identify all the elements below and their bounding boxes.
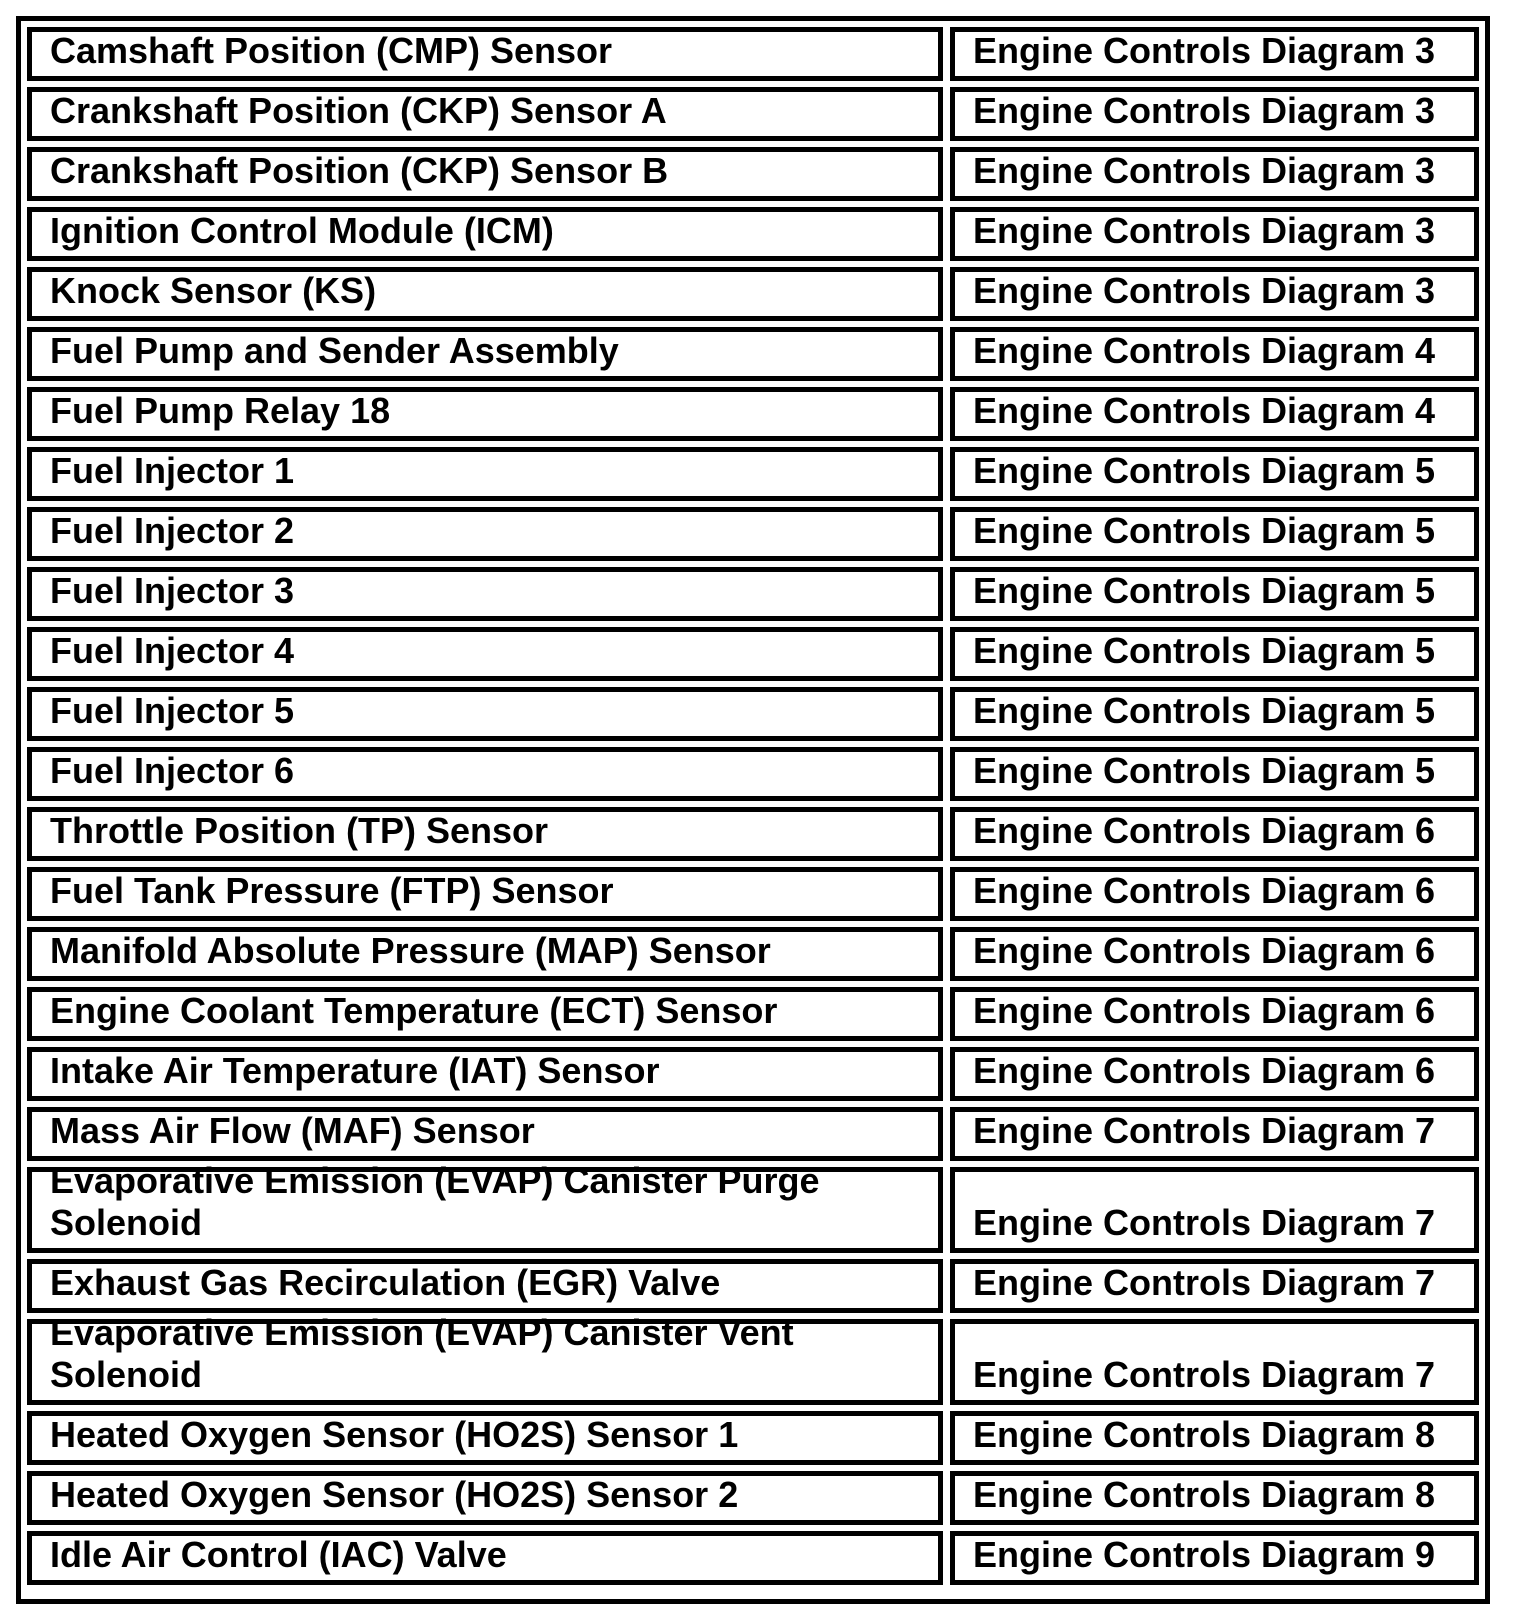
diagram-reference-cell: [950, 987, 1479, 1041]
diagram-reference-cell: [950, 1319, 1479, 1405]
component-name: Crankshaft Position (CKP) Sensor B: [50, 150, 669, 191]
diagram-reference: Engine Controls Diagram 4: [973, 330, 1436, 371]
diagram-reference: Engine Controls Diagram 8: [973, 1474, 1436, 1515]
table-row: [21, 621, 1485, 681]
diagram-reference-cell: [950, 1531, 1479, 1585]
diagram-reference-cell: [950, 207, 1479, 261]
component-name: Mass Air Flow (MAF) Sensor: [50, 1110, 535, 1151]
component-cell: [27, 687, 943, 741]
component-cell: [27, 267, 943, 321]
diagram-reference: Engine Controls Diagram 5: [973, 750, 1436, 791]
diagram-reference: Engine Controls Diagram 5: [973, 630, 1436, 671]
component-name: Evaporative Emission (EVAP) Canister Purge Solenoid: [50, 1160, 820, 1243]
diagram-reference-cell: [950, 87, 1479, 141]
component-cell: [27, 1312, 943, 1405]
component-cell: [27, 507, 943, 561]
table-row: [21, 681, 1485, 741]
component-cell: [27, 387, 943, 441]
diagram-reference-cell: [950, 927, 1479, 981]
table-row: [21, 1253, 1485, 1313]
diagram-reference: Engine Controls Diagram 5: [973, 510, 1436, 551]
table-row: [21, 261, 1485, 321]
diagram-reference-cell: [950, 387, 1479, 441]
component-cell: [27, 747, 943, 801]
component-cell: [27, 1047, 943, 1101]
table-row: [21, 81, 1485, 141]
diagram-reference: Engine Controls Diagram 6: [973, 990, 1436, 1031]
component-name: Camshaft Position (CMP) Sensor: [50, 30, 613, 71]
diagram-reference-cell: [950, 867, 1479, 921]
diagram-reference-cell: [950, 1471, 1479, 1525]
diagram-reference: Engine Controls Diagram 3: [973, 270, 1436, 311]
component-name: Heated Oxygen Sensor (HO2S) Sensor 2: [50, 1474, 739, 1515]
table-row: [21, 561, 1485, 621]
table-row: [21, 1313, 1485, 1405]
diagram-reference-cell: [950, 447, 1479, 501]
component-cell: [27, 327, 943, 381]
component-name: Throttle Position (TP) Sensor: [50, 810, 549, 851]
diagram-reference: Engine Controls Diagram 6: [973, 870, 1436, 911]
component-name: Fuel Injector 3: [50, 570, 295, 611]
component-cell: [27, 207, 943, 261]
component-name: Fuel Injector 6: [50, 750, 295, 791]
diagram-reference-cell: [950, 1167, 1479, 1253]
component-cell: [27, 987, 943, 1041]
component-cell: [27, 867, 943, 921]
component-name: Crankshaft Position (CKP) Sensor A: [50, 90, 667, 131]
diagram-reference-cell: [950, 507, 1479, 561]
component-table: [16, 16, 1490, 1604]
diagram-reference-cell: [950, 1259, 1479, 1313]
diagram-reference: Engine Controls Diagram 5: [973, 570, 1436, 611]
diagram-reference-cell: [950, 1047, 1479, 1101]
component-cell: [27, 1471, 943, 1525]
component-cell: [27, 447, 943, 501]
table-row: [21, 1525, 1485, 1585]
diagram-reference-cell: [950, 567, 1479, 621]
diagram-reference: Engine Controls Diagram 7: [973, 1354, 1436, 1395]
table-row: [21, 141, 1485, 201]
diagram-reference-cell: [950, 147, 1479, 201]
component-name: Heated Oxygen Sensor (HO2S) Sensor 1: [50, 1414, 739, 1455]
component-cell: [27, 1411, 943, 1465]
diagram-reference-cell: [950, 747, 1479, 801]
component-cell: [27, 27, 943, 81]
diagram-reference: Engine Controls Diagram 4: [973, 390, 1436, 431]
table-row: [21, 861, 1485, 921]
diagram-reference: Engine Controls Diagram 6: [973, 810, 1436, 851]
diagram-reference-cell: [950, 1411, 1479, 1465]
table-row: [21, 1101, 1485, 1161]
component-name: Fuel Injector 4: [50, 630, 295, 671]
component-name: Knock Sensor (KS): [50, 270, 377, 311]
component-cell: [27, 627, 943, 681]
table-row: [21, 1041, 1485, 1101]
component-cell: [27, 807, 943, 861]
component-cell: [27, 1107, 943, 1161]
table-row: [21, 1161, 1485, 1253]
component-cell: [27, 927, 943, 981]
table-row: [21, 21, 1485, 81]
diagram-reference-cell: [950, 807, 1479, 861]
diagram-reference-cell: [950, 27, 1479, 81]
diagram-reference: Engine Controls Diagram 8: [973, 1414, 1436, 1455]
component-name: Idle Air Control (IAC) Valve: [50, 1534, 507, 1575]
diagram-reference: Engine Controls Diagram 3: [973, 210, 1436, 251]
component-cell: [27, 1259, 943, 1313]
table-row: [21, 1405, 1485, 1465]
component-cell: [27, 1531, 943, 1585]
diagram-reference: Engine Controls Diagram 3: [973, 90, 1436, 131]
table-row: [21, 741, 1485, 801]
component-name: Manifold Absolute Pressure (MAP) Sensor: [50, 930, 771, 971]
table-row: [21, 381, 1485, 441]
diagram-reference: Engine Controls Diagram 7: [973, 1262, 1436, 1303]
component-name: Fuel Injector 2: [50, 510, 295, 551]
diagram-reference-cell: [950, 327, 1479, 381]
table-row: [21, 921, 1485, 981]
diagram-reference: Engine Controls Diagram 3: [973, 150, 1436, 191]
table-row: [21, 981, 1485, 1041]
component-cell: [27, 147, 943, 201]
table-row: [21, 801, 1485, 861]
component-name: Fuel Injector 5: [50, 690, 295, 731]
component-name: Fuel Injector 1: [50, 450, 295, 491]
diagram-reference: Engine Controls Diagram 5: [973, 450, 1436, 491]
table-row: [21, 441, 1485, 501]
diagram-reference: Engine Controls Diagram 7: [973, 1110, 1436, 1151]
diagram-reference-cell: [950, 687, 1479, 741]
component-name: Fuel Pump and Sender Assembly: [50, 330, 619, 371]
component-cell: [27, 1160, 943, 1253]
diagram-reference: Engine Controls Diagram 7: [973, 1202, 1436, 1243]
table-row: [21, 1465, 1485, 1525]
diagram-reference-cell: [950, 267, 1479, 321]
table-row: [21, 321, 1485, 381]
component-cell: [27, 87, 943, 141]
component-name: Fuel Tank Pressure (FTP) Sensor: [50, 870, 614, 911]
diagram-reference: Engine Controls Diagram 6: [973, 1050, 1436, 1091]
diagram-reference-cell: [950, 627, 1479, 681]
diagram-reference: Engine Controls Diagram 6: [973, 930, 1436, 971]
component-cell: [27, 567, 943, 621]
table-row: [21, 201, 1485, 261]
component-name: Engine Coolant Temperature (ECT) Sensor: [50, 990, 778, 1031]
component-name: Ignition Control Module (ICM): [50, 210, 554, 251]
table-row: [21, 501, 1485, 561]
component-name: Exhaust Gas Recirculation (EGR) Valve: [50, 1262, 721, 1303]
diagram-reference: Engine Controls Diagram 3: [973, 30, 1436, 71]
component-name: Evaporative Emission (EVAP) Canister Vent Solenoid: [50, 1312, 794, 1395]
diagram-reference-cell: [950, 1107, 1479, 1161]
diagram-reference: Engine Controls Diagram 5: [973, 690, 1436, 731]
diagram-reference: Engine Controls Diagram 9: [973, 1534, 1436, 1575]
component-name: Intake Air Temperature (IAT) Sensor: [50, 1050, 660, 1091]
component-name: Fuel Pump Relay 18: [50, 390, 391, 431]
